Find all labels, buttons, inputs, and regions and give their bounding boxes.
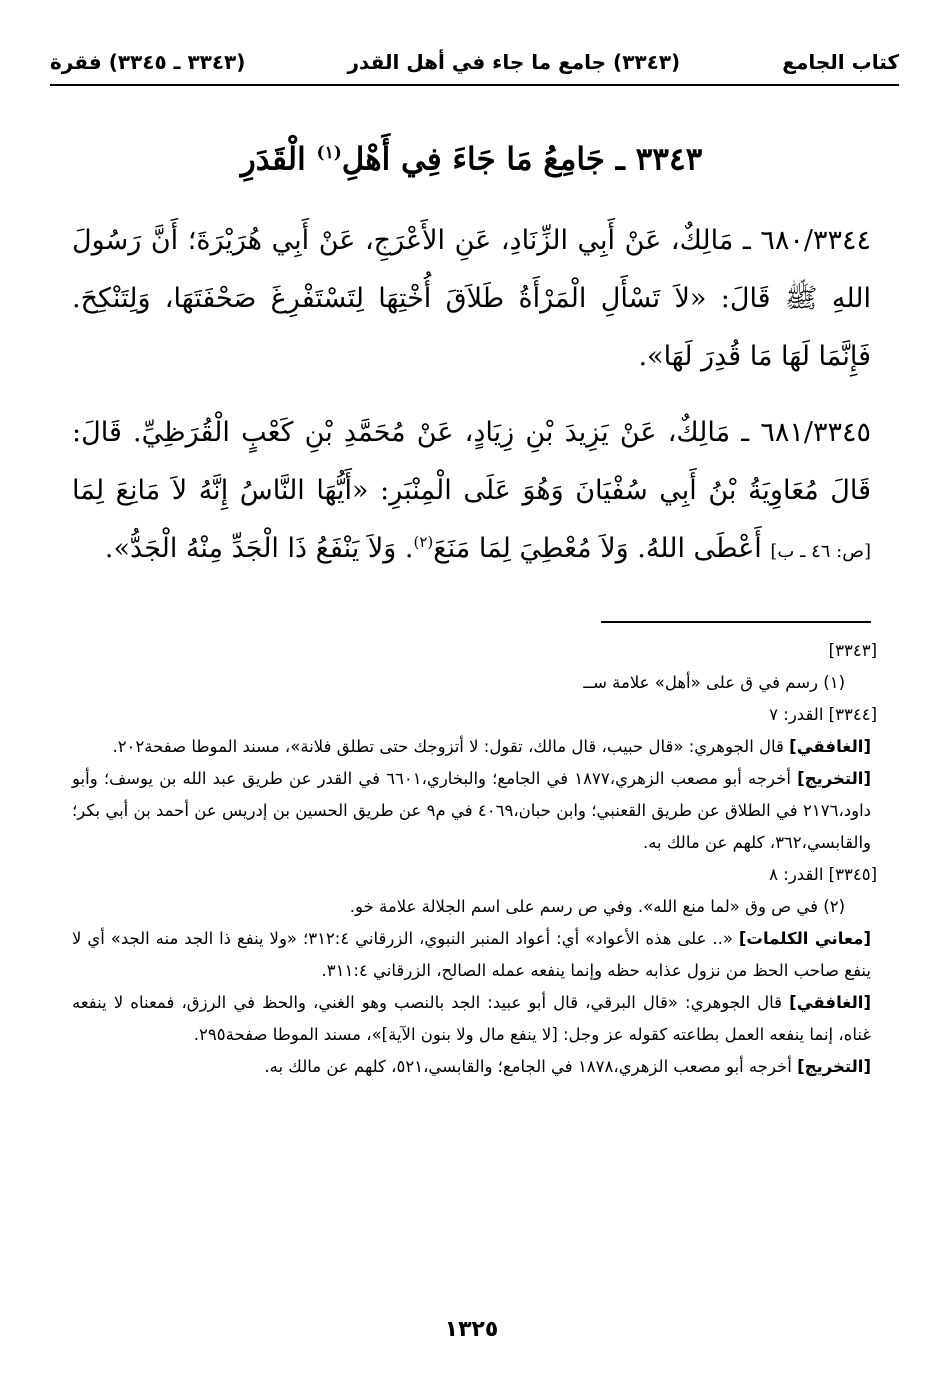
chapter-title-end: الْقَدَرِ: [240, 141, 317, 178]
note-entry: [72, 923, 871, 987]
note-tag: [معاني الكلمات]: [738, 929, 871, 949]
manuscript-page-ref: [ص: ٤٦ ـ ب]: [770, 541, 871, 563]
note-text: قال الجوهري: «قال حبيب، قال مالك، تقول: لا أتزوجك حتى تطلق فلانة»، مسند الموطا صفحة٢٠٢.: [112, 737, 790, 757]
footnote-1: (١) رسم في ق على «أهل» علامة ســ: [583, 673, 845, 693]
page-number: ١٣٢٥: [444, 1317, 499, 1342]
note-entry: [72, 987, 871, 1051]
running-head-chapter: (٣٣٤٣) جامع ما جاء في أهل القدر: [347, 50, 681, 74]
footnotes: [72, 635, 877, 1083]
note-text: «.. على هذه الأعواد» أي: أعواد المنبر النبوي، الزرقاني ٣١٢:٤؛ «ولا ينفع ذا الجد منه الجد» أي لا ينفع صاحب الحظ من نزول عذابه حظه وإنما ينفعه عمله الصالح، الزرقاني ٣١١:٤.: [72, 929, 871, 981]
hadith-text-middle: أَعْطَى اللهُ. وَلاَ مُعْطِيَ لِمَا مَنَعَ: [433, 533, 771, 565]
note-entry: [72, 731, 871, 763]
note-entry: [72, 1051, 871, 1083]
footnote-2: (٢) في ص وق «لما منع الله». وفي ص رسم على اسم الجلالة علامة خو.: [349, 897, 845, 917]
note-tag: [التخريج]: [797, 769, 871, 789]
footnote-ref: (٢): [413, 533, 434, 552]
chapter-footnote-ref: (١): [316, 143, 342, 163]
hadith-text-end: . وَلاَ يَنْفَعُ ذَا الْجَدِّ مِنْهُ الْجَدُّ».: [104, 533, 414, 565]
hadith-3344: [72, 212, 871, 386]
note-text: أخرجه أبو مصعب الزهري،١٨٧٧ في الجامع؛ والبخاري،٦٦٠١ في القدر عن طريق عبد الله بن يوسف؛ وأبو داود،٢١٧٦ في الطلاق عن طريق القعنبي؛ وابن حبان،٤٠٦٩ في م٩ عن طريق الحسين بن إدريس عن أحمد بن أبي بكر؛ والقابسي،٣٦٢، كلهم عن مالك به.: [72, 769, 872, 853]
chapter-title: [72, 130, 871, 182]
hadith-text: ٦٨٠/٣٣٤٤ ـ مَالِكٌ، عَنْ أَبِي الزِّنَادِ، عَنِ الأَعْرَجِ، عَنْ أَبِي هُرَيْرَةَ؛ أَنَّ رَسُولَ اللهِ ﷺ قَالَ: «لاَ تَسْأَلِ الْمَرْأَةُ طَلاَقَ أُخْتِهَا لِتَسْتَفْرِغَ صَحْفَتَهَا، وَلِتَنْكِحَ. فَإِنَّمَا لَهَا مَا قُدِرَ لَهَا».: [72, 225, 871, 373]
note-section-header: [٣٣٤٥] القدر: ٨: [769, 865, 877, 885]
note-text: أخرجه أبو مصعب الزهري،١٨٧٨ في الجامع؛ والقابسي،٥٢١، كلهم عن مالك به.: [264, 1057, 798, 1077]
note-tag: [الغافقي]: [789, 737, 871, 757]
hadith-3345: [72, 404, 871, 581]
chapter-title-main: ٣٣٤٣ ـ جَامِعُ مَا جَاءَ فِي أَهْلِ: [341, 141, 703, 178]
note-tag: [التخريج]: [797, 1057, 871, 1077]
note-text: قال الجوهري: «قال البرقي، قال أبو عبيد: الجد بالنصب وهو الغني، والحظ في الرزق، فمعناه لا ينفعه غناه، إنما ينفعه العمل بطاعته كقوله عز وجل: [لا ينفع مال ولا بنون الآية]»، مسند الموطا صفحة٢٩٥.: [72, 993, 871, 1045]
footnote-separator: [601, 621, 871, 623]
running-head-book: كتاب الجامع: [782, 50, 899, 74]
running-head-range: (٣٣٤٣ ـ ٣٣٤٥) فقرة: [50, 50, 246, 74]
note-section-header: [٣٣٤٤] القدر: ٧: [769, 705, 877, 725]
note-entry: [72, 763, 871, 859]
running-head: [50, 48, 899, 86]
note-section-header: [٣٣٤٣]: [828, 641, 877, 661]
note-tag: [الغافقي]: [789, 993, 871, 1013]
hadith-text: ٦٨١/٣٣٤٥ ـ مَالِكٌ، عَنْ يَزِيدَ بْنِ زِيَادٍ، عَنْ مُحَمَّدِ بْنِ كَعْبٍ الْقُرَظِيِّ. قَالَ: قَالَ مُعَاوِيَةُ بْنُ أَبِي سُفْيَانَ وَهُوَ عَلَى الْمِنْبَرِ: «أَيُّهَا النَّاسُ إِنَّهُ لاَ مَانِعَ لِمَا: [72, 417, 871, 507]
